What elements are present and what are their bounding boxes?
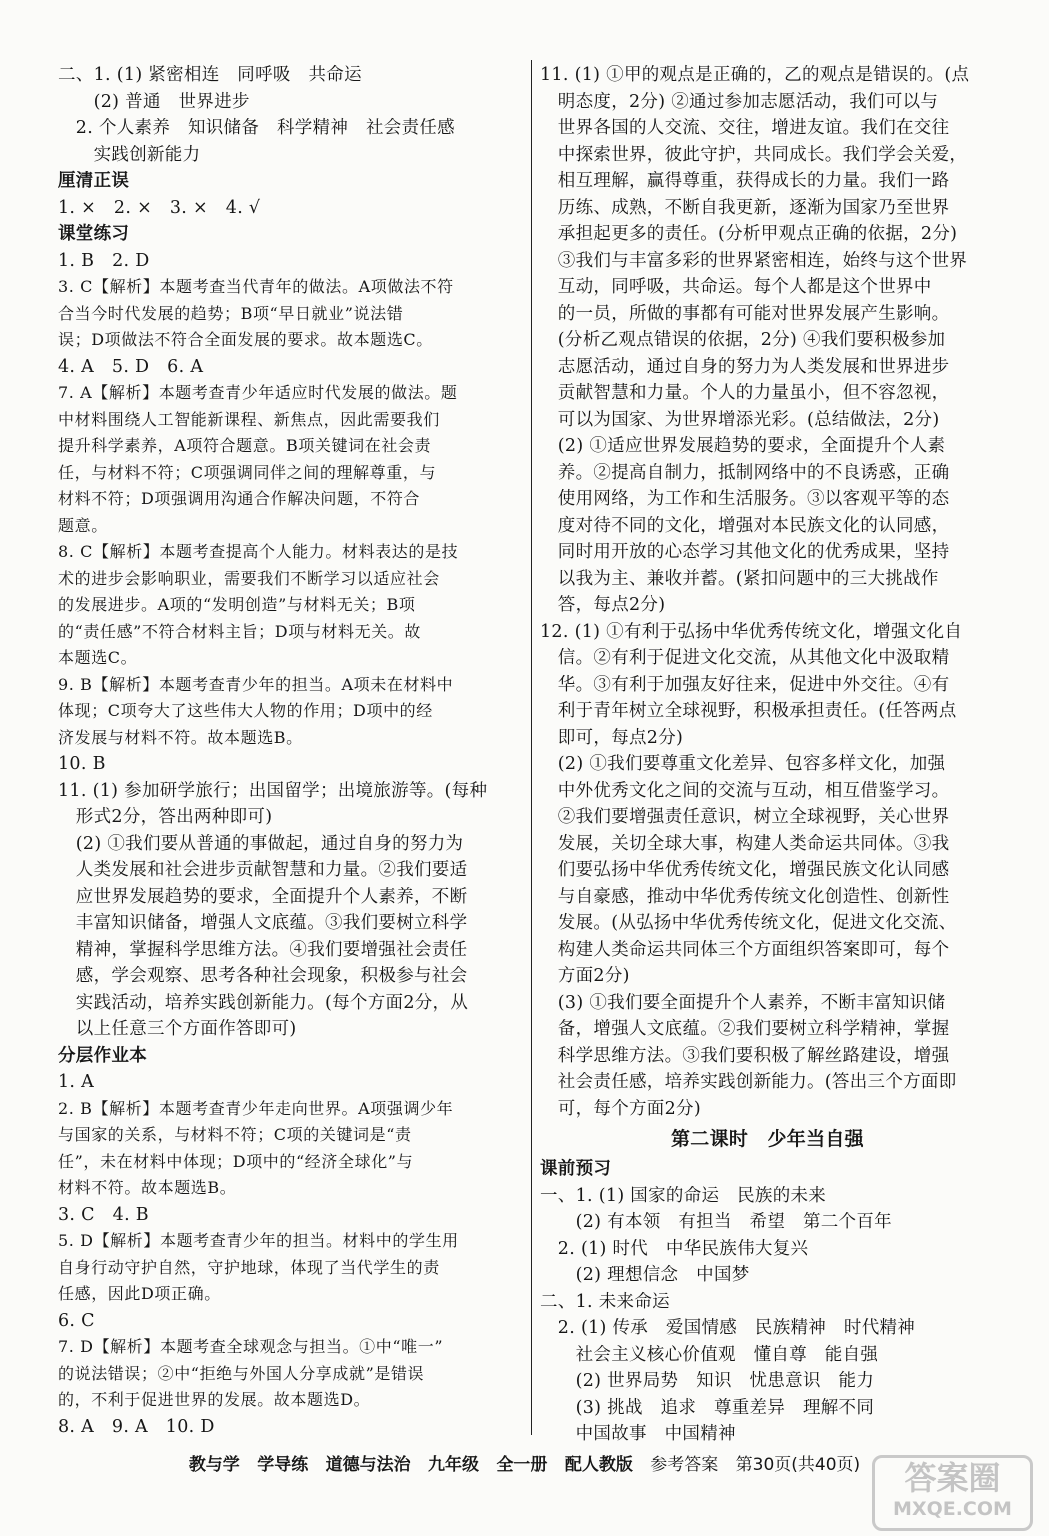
text-line: 5. D【解析】本题考查青少年的担当。材料中的学生用 [58,1231,459,1250]
text-line: 济发展与材料不符。故本题选B。 [58,727,303,747]
text-line: (2) 普通 世界进步 [58,91,250,112]
text-line: 发展，关切全球大事，构建人类命运共同体。③我 [540,833,950,854]
text-line: 1. B 2. D [58,250,150,271]
text-line: 实践创新能力 [58,144,201,165]
text-line: 方面2分) [540,966,630,986]
text-line: 任，与材料不符；C项强调同伴之间的理解尊重，与 [58,462,437,482]
text-line: 体现；C项夸大了这些伟大人物的作用；D项中的经 [58,701,433,720]
text-line: 任”，未在材料中体现；D项中的“经济全球化”与 [58,1151,414,1171]
text-line: 1. A [58,1072,95,1092]
text-line: (2) ①我们要从普通的事做起，通过自身的努力为 [58,833,464,854]
text-line: 人类发展和社会进步贡献智慧和力量。②我们要适 [58,860,468,880]
text-line: 度对待不同的文化，增强对本民族文化的认同感， [540,515,950,536]
text-line: 2. (1) 时代 中华民族伟大复兴 [540,1238,809,1259]
text-line: 精神，掌握科学思维方法。④我们要增强社会责任 [58,939,468,960]
text-line: 历练、成熟，不断自我更新，逐渐为国家乃至世界 [540,197,950,218]
text-line: 世界各国的人交流、交往，增进友谊。我们在交往 [540,118,950,138]
text-line: 形式2分，答出两种即可) [58,807,273,827]
text-line: 1. × 2. × 3. × 4. √ [58,197,261,218]
text-line: 相互理解，赢得尊重，获得成长的力量。我们一路 [540,171,950,191]
column-divider [531,60,532,1435]
text-line: 7. A【解析】本题考查青少年适应时代发展的做法。题 [58,383,458,402]
watermark-line1: 答案圈 [904,1459,1001,1497]
text-line: (2) 理想信念 中国梦 [540,1265,750,1285]
text-line: 9. B【解析】本题考查青少年的担当。A项未在材料中 [58,674,454,694]
text-line: 二、1. 未来命运 [540,1291,670,1312]
text-line: 贡献智慧和力量。个人的力量虽小，但不容忽视， [540,383,950,403]
text-line: 养。②提高自制力，抵制网络中的不良诱惑，正确 [540,462,950,483]
text-line: 材料不符。故本题选B。 [58,1178,237,1197]
text-line: 志愿活动，通过自身的努力为人类发展和世界进步 [540,356,950,377]
text-line: 的说法错误；②中“拒绝与外国人分享成就”是错误 [58,1363,425,1383]
footer-series: 学导练 [257,1455,309,1475]
text-line: 3. C 4. B [58,1204,149,1225]
watermark-line2: MXQE.COM [893,1498,1012,1520]
text-line: 8. A 9. A 10. D [58,1416,215,1437]
text-line: 中国故事 中国精神 [540,1424,736,1444]
text-line: 误；D项做法不符合全面发展的要求。故本题选C。 [58,330,433,349]
section-heading: 厘清正误 [58,171,130,191]
footer-edition: 配人教版 [564,1455,633,1475]
text-line: 的发展进步。A项的“发明创造”与材料无关；B项 [58,595,416,614]
text-line: 同时用开放的心态学习其他文化的优秀成果，坚持 [540,542,950,562]
text-line: 10. B [58,754,106,774]
text-line: 11. (1) ①甲的观点是正确的，乙的观点是错误的。(点 [540,65,970,85]
text-line: 3. C【解析】本题考查当代青年的做法。A项做法不符 [58,277,454,296]
lesson-title: 第二课时 少年当自强 [670,1128,864,1150]
footer-brand: 教与学 [188,1455,240,1475]
text-line: 信。②有利于促进文化交流，从其他文化中汲取精 [540,648,950,668]
watermark-logo [872,1455,1033,1531]
text-line: (3) ①我们要全面提升个人素养，不断丰富知识储 [540,992,946,1013]
text-line: 任感，因此D项正确。 [58,1284,221,1303]
text-line: ②我们要增强责任意识，树立全球视野，关心世界 [540,807,950,827]
section-heading: 分层作业本 [58,1045,147,1066]
text-line: 可，每个方面2分) [540,1098,701,1119]
text-line: 答，每点2分) [540,595,666,615]
section-heading: 课前预习 [540,1159,612,1179]
text-line: 12. (1) ①有利于弘扬中华优秀传统文化，增强文化自 [540,621,963,642]
text-line: 们要弘扬中华优秀传统文化，增强民族文化认同感 [540,860,950,880]
footer-subject: 道德与法治 [325,1455,411,1475]
text-line: 的“责任感”不符合材料主旨；D项与材料无关。故 [58,621,421,641]
text-line: 2. B【解析】本题考查青少年走向世界。A项强调少年 [58,1098,454,1118]
text-line: 感，学会观察、思考各种社会现象，积极参与社会 [58,966,468,986]
text-line: 的一员，所做的事都有可能对世界发展产生影响。 [540,303,950,324]
text-line: 提升科学素养，A项符合题意。B项关键词在社会责 [58,436,432,455]
text-line: 二、1. (1) 紧密相连 同呼吸 共命运 [58,65,362,85]
text-line: 的，不利于促进世界的发展。故本题选D。 [58,1390,371,1409]
text-line: 自身行动守护自然，守护地球，体现了当代学生的责 [58,1257,440,1277]
footer-grade: 九年级 [428,1455,480,1475]
text-line: 可以为国家、为世界增添光彩。(总结做法，2分) [540,409,940,430]
text-line: 术的进步会影响职业，需要我们不断学习以适应社会 [58,568,440,588]
text-line: 与自豪感，推动中华优秀传统文化创造性、创新性 [540,886,950,907]
footer-page-number: 第30页(共40页) [735,1455,861,1475]
text-line: 合当今时代发展的趋势；B项“早日就业”说法错 [58,303,404,323]
text-line: 4. A 5. D 6. A [58,356,204,377]
text-line: 互动，同呼吸，共命运。每个人都是这个世界中 [540,277,932,297]
text-line: (2) ①我们要尊重文化差异、包容多样文化，加强 [540,754,946,774]
left-column [58,62,528,1440]
text-line: 使用网络，为工作和生活服务。③以客观平等的态 [540,489,950,509]
text-line: 本题选C。 [58,648,138,667]
text-line: 社会主义核心价值观 懂自尊 能自强 [540,1344,879,1365]
text-line: 华。③有利于加强友好往来，促进中外交往。④有 [540,674,950,695]
text-line: 发展。(从弘扬中华优秀传统文化，促进文化交流、 [540,913,957,933]
text-line: 与国家的关系，与材料不符；C项的关键词是“责 [58,1125,412,1144]
text-line: 材料不符；D项强调用沟通合作解决问题，不符合 [58,489,421,508]
text-line: 应世界发展趋势的要求，全面提升个人素养，不断 [58,886,468,907]
text-line: (2) 有本领 有担当 希望 第二个百年 [540,1212,892,1232]
text-line: 7. D【解析】本题考查全球观念与担当。①中“唯一” [58,1337,444,1356]
section-heading: 课堂练习 [58,224,130,244]
text-line: 备，增强人文底蕴。②我们要树立科学精神，掌握 [540,1019,950,1039]
text-line: 11. (1) 参加研学旅行；出国留学；出境旅游等。(每种 [58,780,488,801]
text-line: 2. 个人素养 知识储备 科学精神 社会责任感 [58,118,455,138]
text-line: 以我为主、兼收并蓄。(紧扣问题中的三大挑战作 [540,568,939,589]
text-line: (3) 挑战 追求 尊重差异 理解不同 [540,1397,875,1418]
text-line: (分析乙观点错误的依据，2分) ④我们要积极参加 [540,330,946,350]
right-column [540,62,995,1448]
text-line: 中外优秀文化之间的交流与互动，相互借鉴学习。 [540,780,950,801]
text-line: 科学思维方法。③我们要积极了解丝路建设，增强 [540,1045,950,1066]
text-line: 中探索世界，彼此守护，共同成长。我们学会关爱， [540,144,968,165]
text-line: 8. C【解析】本题考查提高个人能力。材料表达的是技 [58,542,459,561]
text-line: 社会责任感，培养实践创新能力。(答出三个方面即 [540,1072,957,1092]
footer-label: 参考答案 [650,1455,719,1475]
text-line: 题意。 [58,515,108,535]
text-line: 丰富知识储备，增强人文底蕴。③我们要树立科学 [58,913,468,933]
footer-volume: 全一册 [496,1455,548,1475]
text-line: 利于青年树立全球视野，积极承担责任。(任答两点 [540,701,957,721]
text-line: (2) 世界局势 知识 忧患意识 能力 [540,1371,875,1391]
text-line: 即可，每点2分) [540,727,684,748]
text-line: 一、1. (1) 国家的命运 民族的未来 [540,1185,827,1206]
text-line: 中材料围绕人工智能新课程、新焦点，因此需要我们 [58,409,440,429]
text-line: 明态度，2分) ②通过参加志愿活动，我们可以与 [540,91,939,112]
text-line: 实践活动，培养实践创新能力。(每个方面2分，从 [58,992,469,1013]
text-line: 承担起更多的责任。(分析甲观点正确的依据，2分) [540,224,958,244]
text-line: 构建人类命运共同体三个方面组织答案即可，每个 [540,939,950,960]
text-line: (2) ①适应世界发展趋势的要求，全面提升个人素 [540,436,946,456]
text-line: ③我们与丰富多彩的世界紧密相连，始终与这个世界 [540,250,968,271]
text-line: 6. C [58,1310,95,1331]
text-line: 以上任意三个方面作答即可) [58,1019,297,1039]
text-line: 2. (1) 传承 爱国情感 民族精神 时代精神 [540,1318,916,1338]
